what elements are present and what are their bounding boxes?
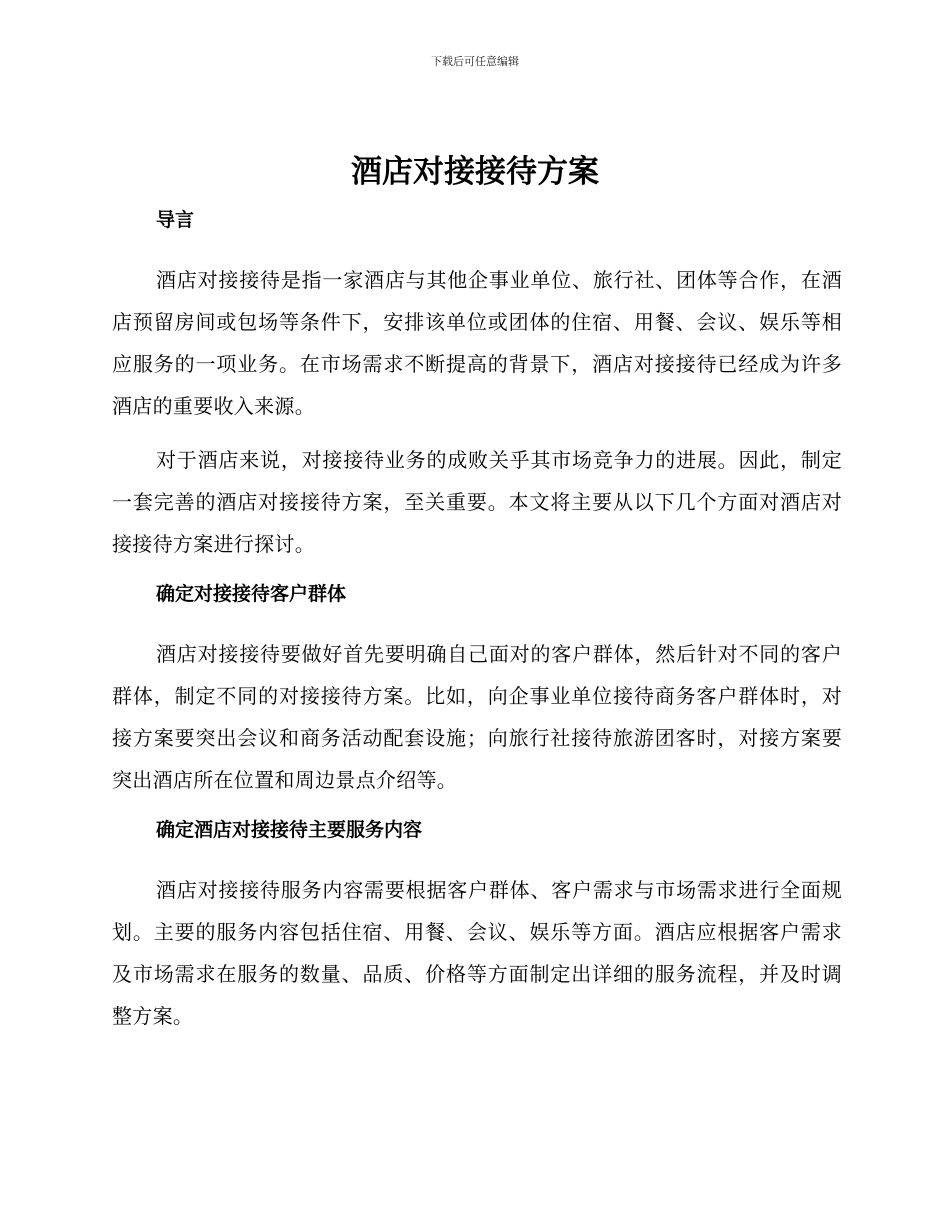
document-body bbox=[112, 203, 842, 1037]
header-note: 下载后可任意编辑 bbox=[431, 55, 519, 68]
section-heading-introduction: 导言 bbox=[156, 209, 195, 231]
document-title: 酒店对接接待方案 bbox=[351, 154, 599, 190]
paragraph: 酒店对接接待是指一家酒店与其他企事业单位、旅行社、团体等合作，在酒店预留房间或包场等条件下，安排该单位或团体的住宿、用餐、会议、娱乐等相应服务的一项业务。在市场需求不断提高的背景下，酒店对接接待已经成为许多酒店的重要收入来源。 bbox=[112, 268, 842, 418]
paragraph: 酒店对接接待要做好首先要明确自己面对的客户群体，然后针对不同的客户群体，制定不同的对接接待方案。比如，向企事业单位接待商务客户群体时，对接方案要突出会议和商务活动配套设施；向旅行社接待旅游团客时，对接方案要突出酒店所在位置和周边景点介绍等。 bbox=[112, 642, 842, 792]
section-heading-service-content: 确定酒店对接接待主要服务内容 bbox=[156, 819, 423, 841]
paragraph: 酒店对接接待服务内容需要根据客户群体、客户需求与市场需求进行全面规划。主要的服务内容包括住宿、用餐、会议、娱乐等方面。酒店应根据客户需求及市场需求在服务的数量、品质、价格等方面制定出详细的服务流程，并及时调整方案。 bbox=[112, 878, 842, 1028]
paragraph: 对于酒店来说，对接接待业务的成败关乎其市场竞争力的进展。因此，制定一套完善的酒店对接接待方案，至关重要。本文将主要从以下几个方面对酒店对接接待方案进行探讨。 bbox=[112, 448, 842, 556]
section-heading-customer-groups: 确定对接接待客户群体 bbox=[156, 583, 347, 605]
